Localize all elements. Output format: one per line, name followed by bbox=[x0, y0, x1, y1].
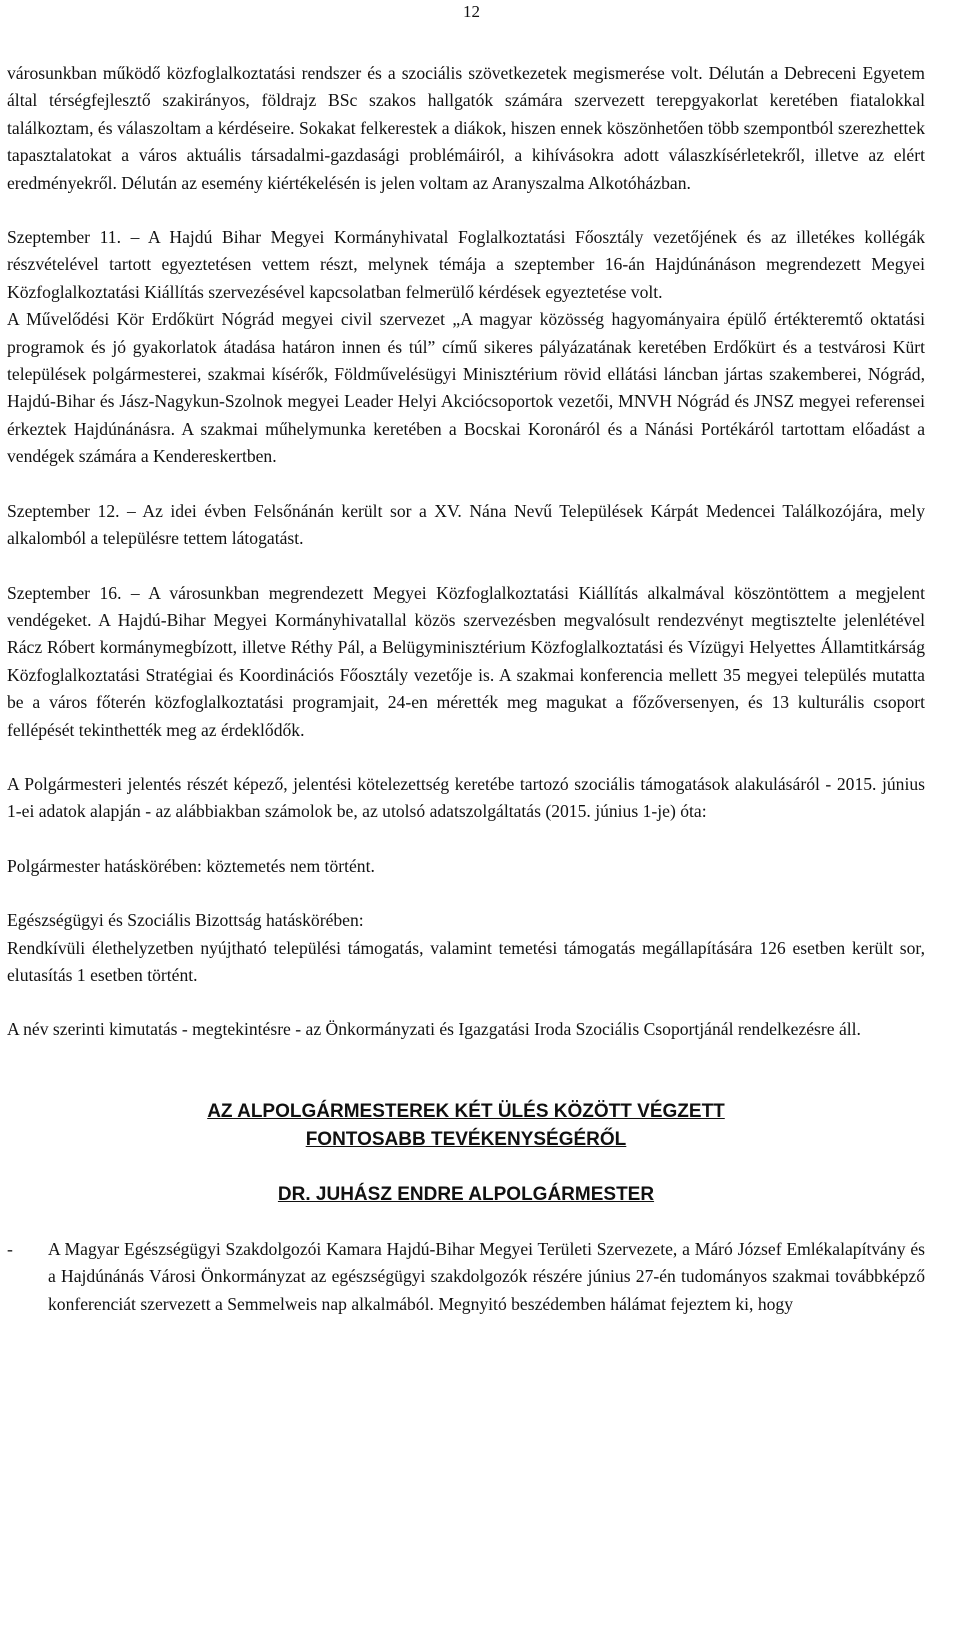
paragraph-records: A név szerinti kimutatás - megtekintésre - az Önkormányzati és Igazgatási Iroda Szociális Csoportjánál rendelkezésre áll. bbox=[7, 1019, 861, 1040]
list-item bbox=[7, 1236, 925, 1318]
paragraph-sept-12: Szeptember 12. – Az idei évben Felsőnánán került sor a XV. Nána Nevű Települések Kárpát Medencei Találkozójára, mely alkalomból a településre tettem látogatást. bbox=[7, 500, 925, 549]
list-dash: - bbox=[7, 1238, 13, 1259]
paragraph-social-support: A Polgármesteri jelentés részét képező, jelentési kötelezettség keretébe tartozó szociális támogatások alakulásáról - 2015. június 1-ei adatok alapján - az alábbiakban számolok be, az utolsó adatszolgáltatás (2015. június 1-je) óta: bbox=[7, 773, 925, 822]
paragraph-sept-16: Szeptember 16. – A városunkban megrendezett Megyei Közfoglalkoztatási Kiállítás alkalmával köszöntöttem a megjelent vendégeket. A Hajdú-Bihar Megyei Kormányhivatallal közös szervezésben megvalósult rendezvényt megtisztelte jelenlétével Rácz Róbert kormánymegbízott, illetve Réthy Pál, a Belügyminisztérium Közfoglalkoztatási és Vízügyi Helyettes Államtitkárság Közfoglalkoztatási Stratégiai és Koordinációs Főosztály vezetője is. A szakmai konferencia mellett 35 megyei település mutatta be a város főterén közfoglalkoztatási programjait, 24-en mérették meg magukat a főzőversenyen, és 13 kulturális csoport fellépését tekinthették meg az érdeklődők. bbox=[7, 582, 925, 740]
section-title: AZ ALPOLGÁRMESTEREK KÉT ÜLÉS KÖZÖTT VÉGZETT FONTOSABB TEVÉKENYSÉGÉRŐL bbox=[207, 1100, 725, 1150]
person-title: DR. JUHÁSZ ENDRE ALPOLGÁRMESTER bbox=[277, 1183, 655, 1205]
paragraph-erdokurt: A Művelődési Kör Erdőkürt Nógrád megyei civil szervezet „A magyar közösség hagyományaira épülő értékteremtő oktatási programok és jó gyakorlatok átadása határon innen és túl” című sikeres pályázatának keretében Erdőkürt és a testvárosi Kürt települések polgármesterei, szakmai kísérők, Földművelésügyi Minisztérium rövid ellátási láncban jártas szakemberei, Nógrád, Hajdú-Bihar és Jász-Nagykun-Szolnok megyei Leader Helyi Akciócsoportok vezetői, MNVH Nógrád és JNSZ megyei referensei érkeztek Hajdúnánásra. A szakmai műhelymunka keretében a Bocskai Koronáról és a Nánási Portékáról tartottam előadást a vendégek számára a Kendereskertben. bbox=[7, 309, 925, 467]
paragraph-sept-11: Szeptember 11. – A Hajdú Bihar Megyei Kormányhivatal Foglalkoztatási Főosztály vezetőjének és az illetékes kollégák részvételével tartott egyeztetésen vettem részt, melynek témája a szeptember 16-án Hajdúnánáson megrendezett Megyei Közfoglalkoztatási Kiállítás szervezésével kapcsolatban felmerülő kérdések egyeztetése volt. bbox=[7, 227, 925, 302]
paragraph-committee-heading: Egészségügyi és Szociális Bizottság hatáskörében: bbox=[7, 910, 364, 931]
paragraph-intro: városunkban működő közfoglalkoztatási rendszer és a szociális szövetkezetek megismerése volt. Délután a Debreceni Egyetem által térségfejlesztő szakirányos, földrajz BSc szakos hallgatók számára szervezett terepgyakorlat keretében fiatalokkal találkoztam, és válaszoltam a kérdéseire. Sokakat felkerestek a diákok, hiszen ennek köszönhetően több szempontból szerezhettek tapasztalatokat a város aktuális társadalmi-gazdasági problémáiról, a kihívásokra adott válaszkísérletekről, illetve az elért eredményekről. Délután az esemény kiértékelésén is jelen voltam az Aranyszalma Alkotóházban. bbox=[7, 63, 925, 193]
paragraph-mayor-authority: Polgármester hatáskörében: köztemetés nem történt. bbox=[7, 855, 375, 876]
document-body bbox=[7, 60, 925, 1318]
paragraph-committee-body: Rendkívüli élethelyzetben nyújtható települési támogatás, valamint temetési támogatás megállapítására 126 esetben került sor, elutasítás 1 esetben történt. bbox=[7, 937, 925, 985]
page-number: 12 bbox=[463, 2, 480, 21]
list-item-text: A Magyar Egészségügyi Szakdolgozói Kamara Hajdú-Bihar Megyei Területi Szervezete, a Máró József Emlékalapítvány és a Hajdúnánás Városi Önkormányzat az egészségügyi szakdolgozók részére június 27-én tudományos szakmai továbbképző konferenciát szervezett a Semmelweis nap alkalmából. Megnyitó beszédemben hálámat fejeztem ki, hogy bbox=[48, 1238, 925, 1314]
